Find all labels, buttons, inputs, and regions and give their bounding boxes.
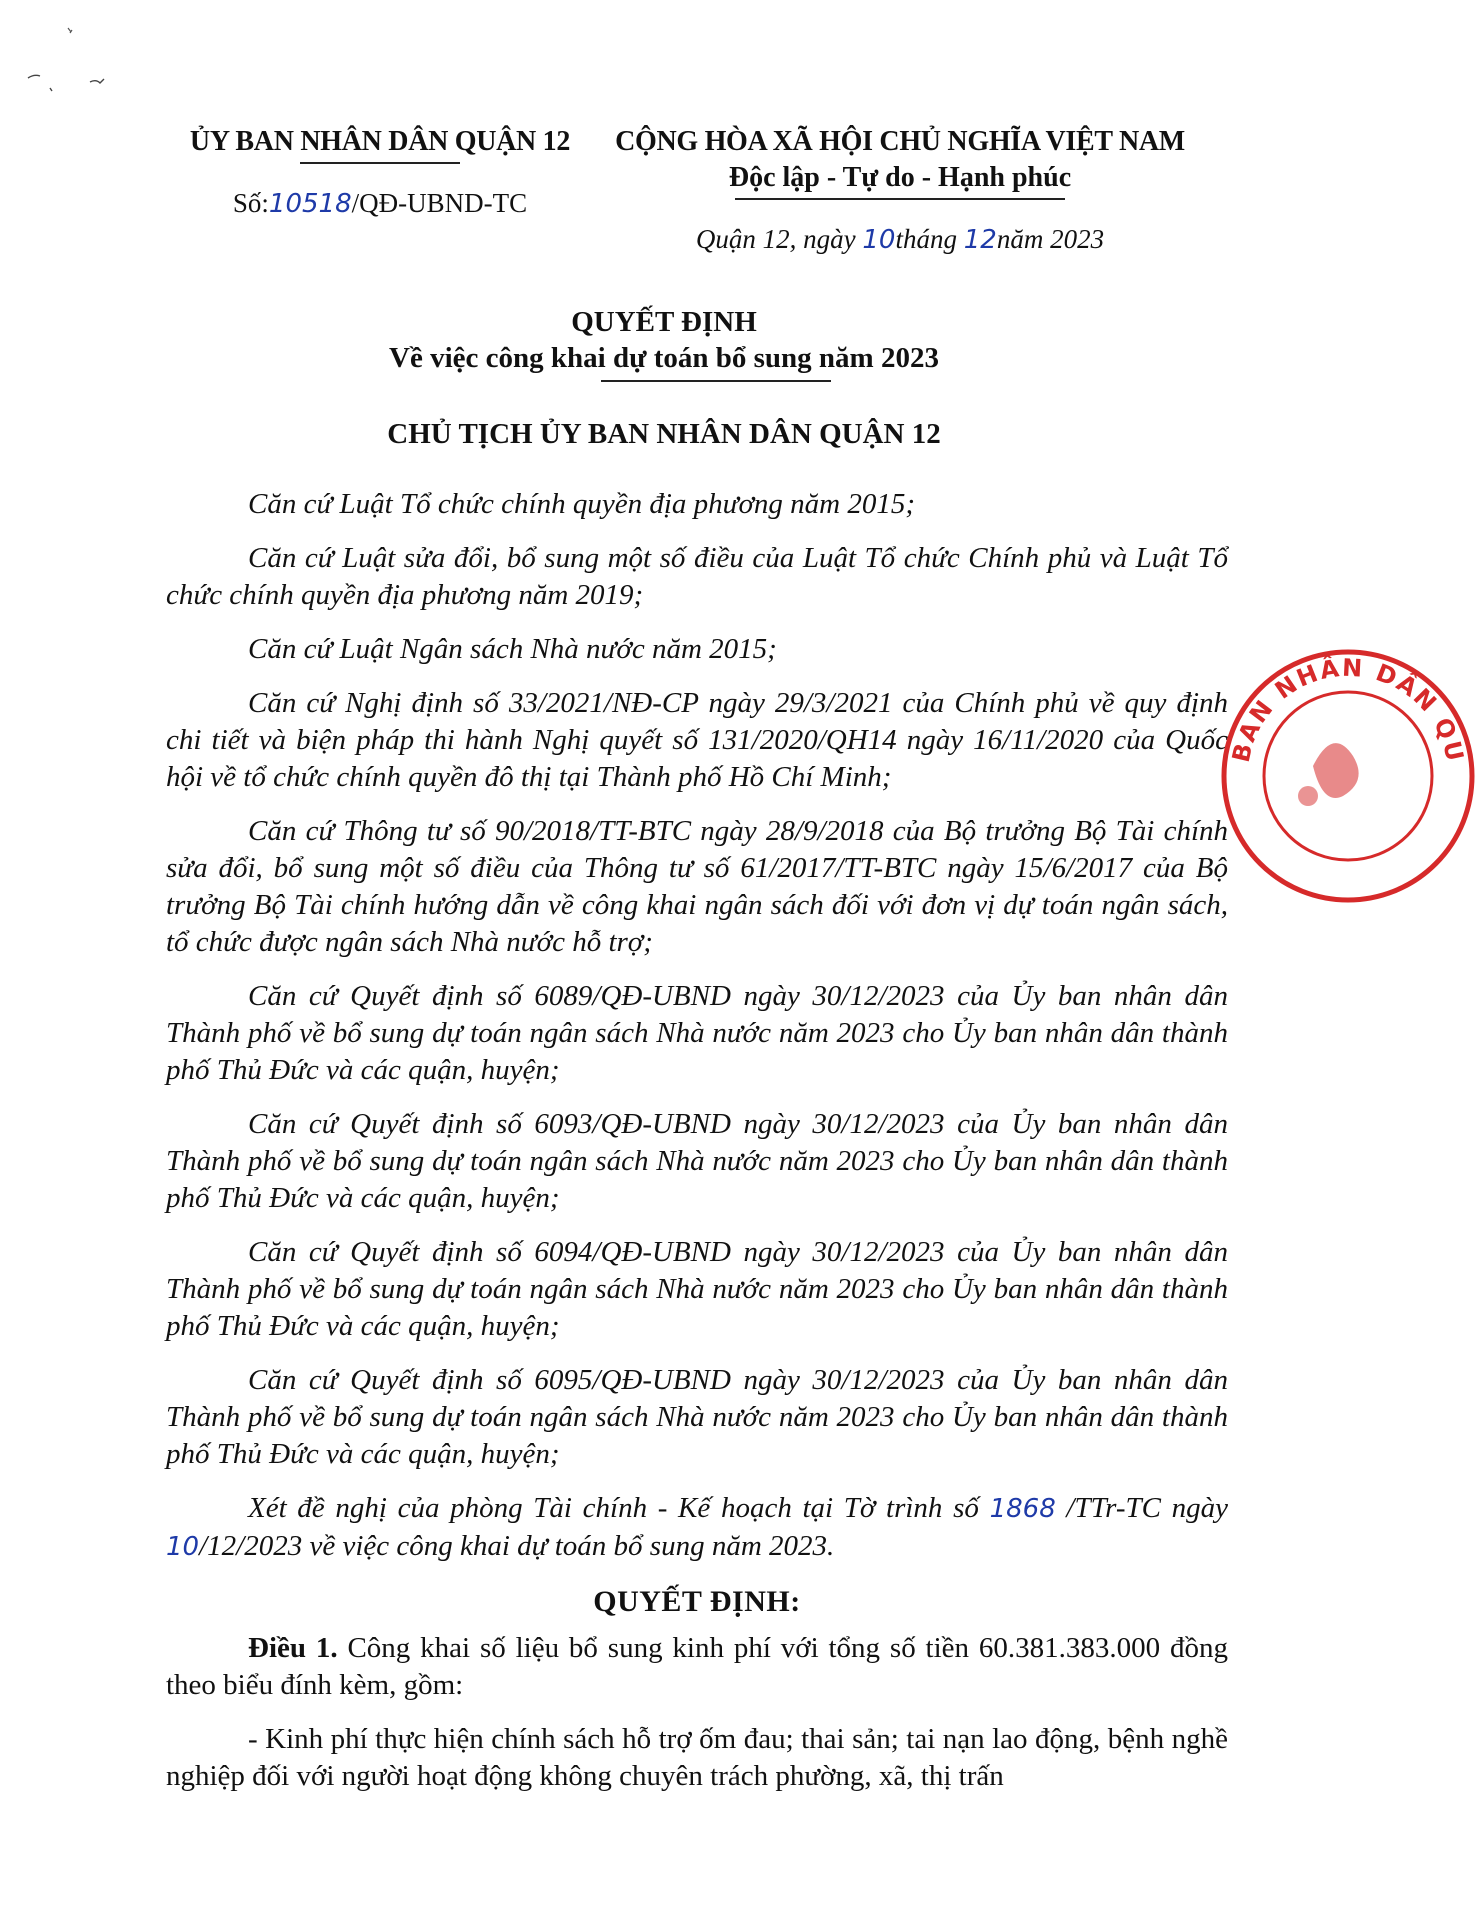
legal-basis-list (166, 486, 1228, 1566)
issue-date: Quận 12, ngày 10tháng 12năm 2023 (695, 224, 1105, 255)
subject-underline (601, 380, 831, 382)
agency-underline (300, 162, 460, 164)
decision-heading: QUYẾT ĐỊNH: (593, 1585, 801, 1618)
issuer-block (150, 124, 610, 221)
handwritten-proposal-number: 1868 (989, 1494, 1056, 1524)
basis-item: Căn cứ Quyết định số 6094/QĐ-UBND ngày 30/12/2023 của Ủy ban nhân dân Thành phố về bổ sung dự toán ngân sách Nhà nước năm 2023 cho Ủy ban nhân dân thành phố Thủ Đức và các quận, huyện; (166, 1236, 1228, 1342)
issuing-authority: CHỦ TỊCH ỦY BAN NHÂN DÂN QUẬN 12 (387, 418, 941, 450)
basis-item: Căn cứ Quyết định số 6089/QĐ-UBND ngày 30/12/2023 của Ủy ban nhân dân Thành phố về bổ sung dự toán ngân sách Nhà nước năm 2023 cho Ủy ban nhân dân thành phố Thủ Đức và các quận, huyện; (166, 980, 1228, 1086)
motto-underline (735, 198, 1065, 200)
document-title (0, 304, 1328, 452)
agency-name: ỦY BAN NHÂN DÂN QUẬN 12 (189, 126, 571, 157)
national-heading (610, 124, 1190, 257)
national-motto: Độc lập - Tự do - Hạnh phúc (728, 162, 1072, 193)
basis-item: Căn cứ Luật Ngân sách Nhà nước năm 2015; (248, 633, 777, 665)
document-body (166, 486, 1228, 1812)
scan-marks (20, 20, 140, 100)
handwritten-day: 10 (862, 225, 896, 255)
basis-item: Căn cứ Nghị định số 33/2021/NĐ-CP ngày 29/3/2021 của Chính phủ về quy định chi tiết và biện pháp thi hành Nghị quyết số 131/2020/QH14 ngày 16/11/2020 của Quốc hội về tổ chức chính quyền đô thị tại Thành phố Hồ Chí Minh; (166, 687, 1228, 793)
official-seal (1218, 652, 1470, 902)
seal-stamp-icon (1218, 646, 1478, 906)
article-1 (166, 1630, 1228, 1795)
handwritten-doc-number: 10518 (268, 189, 352, 219)
document-type: QUYẾT ĐỊNH (571, 306, 757, 338)
article-1-text: Điều 1. Công khai số liệu bổ sung kinh phí với tổng số tiền 60.381.383.000 đồng theo biểu đính kèm, gồm: (166, 1632, 1228, 1701)
handwritten-month: 12 (963, 225, 997, 255)
document-subject: Về việc công khai dự toán bổ sung năm 2023 (389, 342, 939, 374)
basis-item: Căn cứ Quyết định số 6093/QĐ-UBND ngày 30/12/2023 của Ủy ban nhân dân Thành phố về bổ sung dự toán ngân sách Nhà nước năm 2023 cho Ủy ban nhân dân thành phố Thủ Đức và các quận, huyện; (166, 1108, 1228, 1214)
basis-item: Căn cứ Luật Tổ chức chính quyền địa phương năm 2015; (248, 488, 916, 520)
article-1-item: - Kinh phí thực hiện chính sách hỗ trợ ốm đau; thai sản; tai nạn lao động, bệnh nghề nghiệp đối với người hoạt động không chuyên trách phường, xã, thị trấn (166, 1723, 1228, 1792)
article-1-label: Điều 1. (248, 1632, 338, 1664)
handwritten-proposal-day: 10 (166, 1532, 200, 1562)
basis-item: Căn cứ Quyết định số 6095/QĐ-UBND ngày 30/12/2023 của Ủy ban nhân dân Thành phố về bổ sung dự toán ngân sách Nhà nước năm 2023 cho Ủy ban nhân dân thành phố Thủ Đức và các quận, huyện; (166, 1364, 1228, 1470)
basis-item: Căn cứ Luật sửa đổi, bổ sung một số điều của Luật Tổ chức Chính phủ và Luật Tổ chức chính quyền địa phương năm 2019; (166, 542, 1228, 611)
proposal-item: Xét đề nghị của phòng Tài chính - Kế hoạch tại Tờ trình số 1868 /TTr-TC ngày 10/12/2023 về việc công khai dự toán bổ sung năm 2023. (166, 1492, 1228, 1562)
basis-item: Căn cứ Thông tư số 90/2018/TT-BTC ngày 28/9/2018 của Bộ trưởng Bộ Tài chính sửa đổi, bổ sung một số điều của Thông tư số 61/2017/TT-BTC ngày 15/6/2017 của Bộ trưởng Bộ Tài chính hướng dẫn về công khai ngân sách đối với đơn vị dự toán ngân sách, tổ chức được ngân sách Nhà nước hỗ trợ; (166, 815, 1228, 958)
svg-text:BAN NHÂN DÂN QU: BAN NHÂN DÂN QU (1226, 653, 1470, 766)
country-name: CỘNG HÒA XÃ HỘI CHỦ NGHĨA VIỆT NAM (615, 126, 1185, 157)
document-number: Số:10518/QĐ-UBND-TC (232, 188, 528, 219)
